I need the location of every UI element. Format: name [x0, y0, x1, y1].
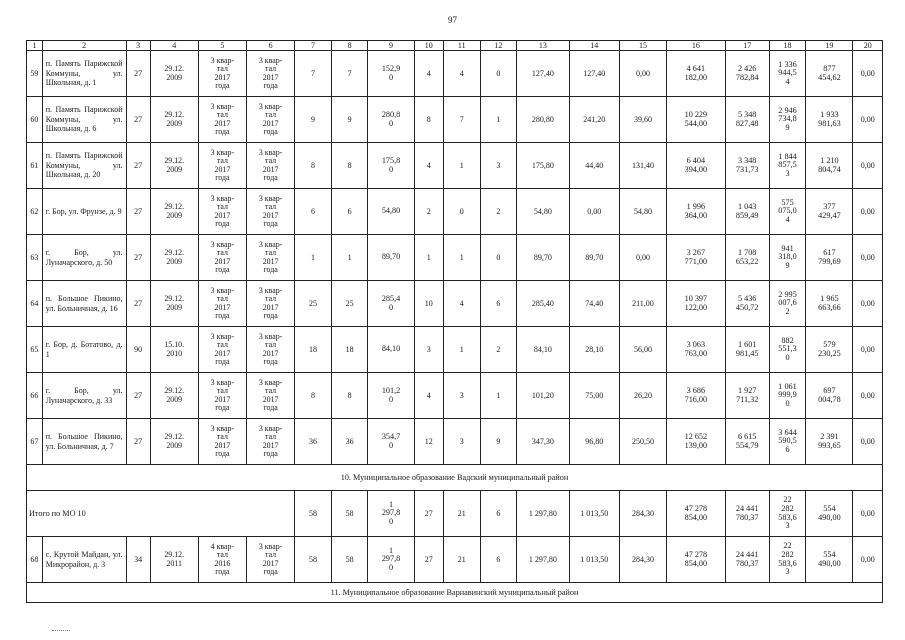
value-cell: 0,00 [853, 235, 883, 281]
value-cell: 131,40 [619, 143, 666, 189]
value-cell: 15.10. 2010 [150, 327, 198, 373]
total-row [27, 491, 883, 537]
address-cell: п. Память Парижской Коммуны, ул. Школьная, д. 1 [42, 51, 126, 97]
table-row [27, 281, 883, 327]
row-number-cell: 65 [27, 327, 43, 373]
value-cell: 1 965 663,66 [806, 281, 853, 327]
value-cell: 3 квар- тал 2017 года [198, 281, 246, 327]
total-value-cell: 58 [295, 491, 332, 537]
header-cell: 4 [150, 41, 198, 51]
value-cell: 0,00 [853, 143, 883, 189]
value-cell: 1 [331, 235, 368, 281]
header-cell: 18 [769, 41, 806, 51]
value-cell: 0 [480, 51, 517, 97]
total-value-cell: 24 441 780,37 [725, 491, 769, 537]
total-value-cell: 58 [331, 491, 368, 537]
value-cell: 1 [480, 97, 517, 143]
table-row [27, 537, 883, 583]
row-number-cell: 67 [27, 419, 43, 465]
value-cell: 47 278 854,00 [667, 537, 726, 583]
row-number-cell: 68 [27, 537, 43, 583]
value-cell: 96,80 [569, 419, 619, 465]
header-cell: 9 [368, 41, 414, 51]
value-cell: 2 391 993,65 [806, 419, 853, 465]
value-cell: 25 [331, 281, 368, 327]
address-cell: п. Память Парижской Коммуны, ул. Школьная, д. 6 [42, 97, 126, 143]
total-value-cell: 1 013,50 [569, 491, 619, 537]
table-row [27, 235, 883, 281]
header-cell: 12 [480, 41, 517, 51]
value-cell: 44,40 [569, 143, 619, 189]
value-cell: 1 [414, 235, 443, 281]
value-cell: 34 [126, 537, 150, 583]
value-cell: 58 [295, 537, 332, 583]
row-number-cell: 63 [27, 235, 43, 281]
value-cell: 3 квар- тал 2017 года [246, 97, 294, 143]
value-cell: 27 [126, 281, 150, 327]
value-cell: 0,00 [853, 419, 883, 465]
value-cell: 3 063 763,00 [667, 327, 726, 373]
value-cell: 6 [480, 537, 517, 583]
value-cell: 2 [480, 327, 517, 373]
total-value-cell: 284,30 [619, 491, 666, 537]
value-cell: 3 квар- тал 2017 года [246, 51, 294, 97]
value-cell: 127,40 [569, 51, 619, 97]
value-cell: 1 [443, 235, 480, 281]
value-cell: 0,00 [619, 235, 666, 281]
value-cell: 1 844 857,5 3 [769, 143, 806, 189]
value-cell: 284,30 [619, 537, 666, 583]
value-cell: 1 708 653,22 [725, 235, 769, 281]
value-cell: 377 429,47 [806, 189, 853, 235]
value-cell: 3 квар- тал 2017 года [246, 419, 294, 465]
value-cell: 882 551,3 0 [769, 327, 806, 373]
value-cell: 12 [414, 419, 443, 465]
value-cell: 27 [126, 143, 150, 189]
value-cell: 10 [414, 281, 443, 327]
value-cell: 280,80 [517, 97, 569, 143]
value-cell: 29.12. 2009 [150, 235, 198, 281]
row-number-cell: 64 [27, 281, 43, 327]
value-cell: 56,00 [619, 327, 666, 373]
value-cell: 3 квар- тал 2017 года [198, 51, 246, 97]
value-cell: 0,00 [853, 51, 883, 97]
value-cell: 29.12. 2009 [150, 419, 198, 465]
row-number-cell: 60 [27, 97, 43, 143]
value-cell: 3 квар- тал 2017 года [246, 235, 294, 281]
value-cell: 3 644 590,5 6 [769, 419, 806, 465]
value-cell: 3 квар- тал 2017 года [246, 327, 294, 373]
value-cell: 1 043 859,49 [725, 189, 769, 235]
value-cell: 27 [126, 373, 150, 419]
value-cell: 1 [295, 235, 332, 281]
value-cell: 0,00 [853, 327, 883, 373]
value-cell: 5 348 827,48 [725, 97, 769, 143]
value-cell: 74,40 [569, 281, 619, 327]
value-cell: 8 [331, 143, 368, 189]
section-title: 11. Муниципальное образование Варнавинский муниципальный район [27, 583, 883, 603]
value-cell: 3 [414, 327, 443, 373]
address-cell: г. Бор, ул. Луначарского, д. 33 [42, 373, 126, 419]
value-cell: 39,60 [619, 97, 666, 143]
value-cell: 6 404 394,00 [667, 143, 726, 189]
header-cell: 10 [414, 41, 443, 51]
value-cell: 3 [443, 419, 480, 465]
value-cell: 7 [443, 97, 480, 143]
value-cell: 0,00 [853, 537, 883, 583]
value-cell: 89,70 [569, 235, 619, 281]
value-cell: 29.12. 2011 [150, 537, 198, 583]
value-cell: 84,10 [368, 327, 414, 373]
value-cell: 3 квар- тал 2017 года [198, 97, 246, 143]
value-cell: 27 [126, 189, 150, 235]
value-cell: 3 [480, 143, 517, 189]
value-cell: 9 [480, 419, 517, 465]
row-number-cell: 61 [27, 143, 43, 189]
value-cell: 127,40 [517, 51, 569, 97]
value-cell: 28,10 [569, 327, 619, 373]
value-cell: 29.12. 2009 [150, 373, 198, 419]
value-cell: 1 013,50 [569, 537, 619, 583]
address-cell: п. Большое Пикино, ул. Больничная, д. 7 [42, 419, 126, 465]
value-cell: 1 061 999,9 0 [769, 373, 806, 419]
value-cell: 175,8 0 [368, 143, 414, 189]
table-row [27, 419, 883, 465]
header-cell: 17 [725, 41, 769, 51]
value-cell: 36 [295, 419, 332, 465]
value-cell: 101,2 0 [368, 373, 414, 419]
value-cell: 8 [414, 97, 443, 143]
header-cell: 7 [295, 41, 332, 51]
value-cell: 3 квар- тал 2017 года [198, 189, 246, 235]
value-cell: 3 267 771,00 [667, 235, 726, 281]
value-cell: 9 [295, 97, 332, 143]
value-cell: 27 [126, 235, 150, 281]
value-cell: 58 [331, 537, 368, 583]
value-cell: 29.12. 2009 [150, 143, 198, 189]
value-cell: 3 348 731,73 [725, 143, 769, 189]
value-cell: 554 490,00 [806, 537, 853, 583]
value-cell: 18 [295, 327, 332, 373]
value-cell: 29.12. 2009 [150, 51, 198, 97]
value-cell: 0 [443, 189, 480, 235]
value-cell: 10 397 122,00 [667, 281, 726, 327]
value-cell: 10 229 544,00 [667, 97, 726, 143]
value-cell: 2 426 782,84 [725, 51, 769, 97]
value-cell: 2 [414, 189, 443, 235]
value-cell: 152,9 0 [368, 51, 414, 97]
value-cell: 4 [443, 51, 480, 97]
address-cell: г. Бор, ул. Луначарского, д. 50 [42, 235, 126, 281]
value-cell: 54,80 [517, 189, 569, 235]
value-cell: 3 квар- тал 2017 года [198, 143, 246, 189]
value-cell: 3 [443, 373, 480, 419]
value-cell: 6 [295, 189, 332, 235]
row-number-cell: 66 [27, 373, 43, 419]
value-cell: 27 [126, 51, 150, 97]
address-cell: г. Бор, д. Ботатово, д. 1 [42, 327, 126, 373]
value-cell: 101,20 [517, 373, 569, 419]
total-value-cell: 22 282 583,6 3 [769, 491, 806, 537]
header-cell: 20 [853, 41, 883, 51]
value-cell: 3 квар- тал 2017 года [246, 189, 294, 235]
value-cell: 26,20 [619, 373, 666, 419]
total-value-cell: 6 [480, 491, 517, 537]
header-cell: 8 [331, 41, 368, 51]
header-cell: 14 [569, 41, 619, 51]
total-value-cell: 0,00 [853, 491, 883, 537]
value-cell: 697 004,78 [806, 373, 853, 419]
section-title: 10. Муниципальное образование Вадский муниципальный район [27, 465, 883, 491]
section-row [27, 465, 883, 491]
value-cell: 27 [414, 537, 443, 583]
value-cell: 0,00 [853, 373, 883, 419]
value-cell: 7 [295, 51, 332, 97]
table-row [27, 143, 883, 189]
header-cell: 5 [198, 41, 246, 51]
total-value-cell: 21 [443, 491, 480, 537]
value-cell: 21 [443, 537, 480, 583]
address-cell: п. Память Парижской Коммуны, ул. Школьная, д. 20 [42, 143, 126, 189]
table-row [27, 97, 883, 143]
value-cell: 285,40 [517, 281, 569, 327]
value-cell: 1 [443, 143, 480, 189]
total-value-cell: 47 278 854,00 [667, 491, 726, 537]
address-cell: с. Крутой Майдан, ул. Микрорайон, д. 3 [42, 537, 126, 583]
value-cell: 4 [414, 373, 443, 419]
value-cell: 0 [480, 235, 517, 281]
value-cell: 29.12. 2009 [150, 281, 198, 327]
value-cell: 617 799,69 [806, 235, 853, 281]
value-cell: 75,00 [569, 373, 619, 419]
value-cell: 1 927 711,32 [725, 373, 769, 419]
value-cell: 8 [295, 373, 332, 419]
value-cell: 3 квар- тал 2017 года [198, 327, 246, 373]
table-row [27, 51, 883, 97]
address-cell: п. Большое Пикино, ул. Больничная, д. 16 [42, 281, 126, 327]
value-cell: 3 квар- тал 2017 года [246, 143, 294, 189]
value-cell: 3 квар- тал 2017 года [198, 235, 246, 281]
value-cell: 4 квар- тал 2016 года [198, 537, 246, 583]
header-cell: 11 [443, 41, 480, 51]
value-cell: 0,00 [853, 281, 883, 327]
value-cell: 241,20 [569, 97, 619, 143]
address-cell: г. Бор, ул. Фрунзе, д. 9 [42, 189, 126, 235]
value-cell: 575 075,0 4 [769, 189, 806, 235]
value-cell: 3 квар- тал 2017 года [198, 373, 246, 419]
value-cell: 9 [331, 97, 368, 143]
total-value-cell: 1 297,80 [517, 491, 569, 537]
value-cell: 5 436 450,72 [725, 281, 769, 327]
value-cell: 1 297,8 0 [368, 537, 414, 583]
header-cell: 3 [126, 41, 150, 51]
value-cell: 24 441 780,37 [725, 537, 769, 583]
value-cell: 347,30 [517, 419, 569, 465]
total-value-cell: 1 297,8 0 [368, 491, 414, 537]
value-cell: 8 [331, 373, 368, 419]
value-cell: 1 297,80 [517, 537, 569, 583]
value-cell: 280,8 0 [368, 97, 414, 143]
value-cell: 3 квар- тал 2017 года [246, 373, 294, 419]
value-cell: 4 [443, 281, 480, 327]
value-cell: 3 квар- тал 2017 года [246, 537, 294, 583]
value-cell: 285,4 0 [368, 281, 414, 327]
value-cell: 2 [480, 189, 517, 235]
value-cell: 0,00 [619, 51, 666, 97]
value-cell: 3 686 716,00 [667, 373, 726, 419]
value-cell: 54,80 [368, 189, 414, 235]
value-cell: 1 601 981,45 [725, 327, 769, 373]
value-cell: 29.12. 2009 [150, 189, 198, 235]
total-value-cell: 554 490,00 [806, 491, 853, 537]
value-cell: 27 [126, 419, 150, 465]
table-row [27, 189, 883, 235]
value-cell: 877 454,62 [806, 51, 853, 97]
value-cell: 2 995 007,6 2 [769, 281, 806, 327]
value-cell: 0,00 [569, 189, 619, 235]
value-cell: 1 996 364,00 [667, 189, 726, 235]
header-cell: 15 [619, 41, 666, 51]
value-cell: 89,70 [517, 235, 569, 281]
value-cell: 90 [126, 327, 150, 373]
value-cell: 12 652 139,00 [667, 419, 726, 465]
header-cell: 13 [517, 41, 569, 51]
value-cell: 54,80 [619, 189, 666, 235]
value-cell: 8 [295, 143, 332, 189]
value-cell: 175,80 [517, 143, 569, 189]
value-cell: 1 933 981,63 [806, 97, 853, 143]
header-cell: 6 [246, 41, 294, 51]
header-cell: 2 [42, 41, 126, 51]
value-cell: 1 210 804,74 [806, 143, 853, 189]
table-row [27, 373, 883, 419]
value-cell: 89,70 [368, 235, 414, 281]
value-cell: 4 [414, 143, 443, 189]
header-cell: 16 [667, 41, 726, 51]
value-cell: 2 946 734,8 9 [769, 97, 806, 143]
value-cell: 4 641 182,00 [667, 51, 726, 97]
row-number-cell: 59 [27, 51, 43, 97]
value-cell: 3 квар- тал 2017 года [246, 281, 294, 327]
value-cell: 0,00 [853, 97, 883, 143]
row-number-cell: 62 [27, 189, 43, 235]
value-cell: 579 230,25 [806, 327, 853, 373]
value-cell: 84,10 [517, 327, 569, 373]
value-cell: 6 615 554,79 [725, 419, 769, 465]
value-cell: 25 [295, 281, 332, 327]
header-cell: 1 [27, 41, 43, 51]
value-cell: 1 [480, 373, 517, 419]
value-cell: 4 [414, 51, 443, 97]
value-cell: 22 282 583,6 3 [769, 537, 806, 583]
value-cell: 3 квар- тал 2017 года [198, 419, 246, 465]
value-cell: 6 [331, 189, 368, 235]
section-row [27, 583, 883, 603]
total-label: Итого по МО 10 [27, 491, 295, 537]
total-value-cell: 27 [414, 491, 443, 537]
value-cell: 36 [331, 419, 368, 465]
value-cell: 29.12. 2009 [150, 97, 198, 143]
value-cell: 0,00 [853, 189, 883, 235]
value-cell: 250,50 [619, 419, 666, 465]
value-cell: 7 [331, 51, 368, 97]
value-cell: 941 318,0 9 [769, 235, 806, 281]
header-row [27, 41, 883, 51]
value-cell: 211,00 [619, 281, 666, 327]
value-cell: 6 [480, 281, 517, 327]
housing-table [26, 40, 883, 603]
table-row [27, 327, 883, 373]
value-cell: 18 [331, 327, 368, 373]
scan-artifact [52, 630, 70, 632]
value-cell: 1 [443, 327, 480, 373]
value-cell: 27 [126, 97, 150, 143]
value-cell: 1 336 944,5 4 [769, 51, 806, 97]
value-cell: 354,7 0 [368, 419, 414, 465]
page-number: 97 [448, 15, 457, 25]
header-cell: 19 [806, 41, 853, 51]
